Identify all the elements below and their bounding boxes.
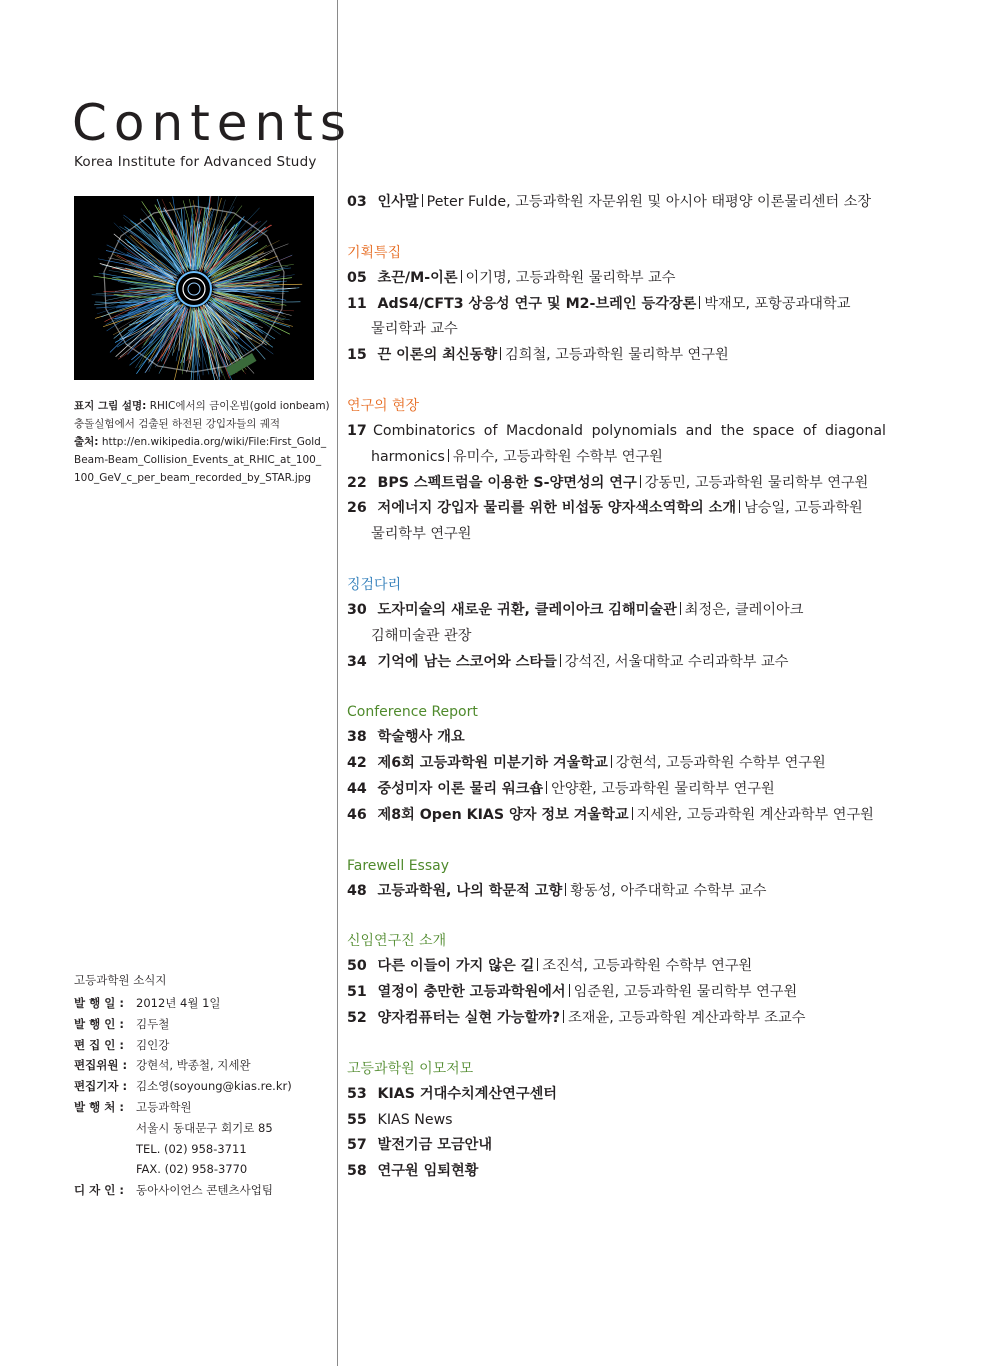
page-number: 48 <box>347 882 367 899</box>
separator <box>500 347 501 360</box>
masthead-row: 편집위원 : 강현석, 박종철, 지세완 <box>74 1058 251 1073</box>
page-number: 46 <box>347 806 367 823</box>
entry-title: 제8회 Open KIAS 양자 정보 겨울학교 <box>377 806 629 823</box>
entry-title: 초끈/M-이론 <box>377 269 458 286</box>
toc-entry[interactable] <box>347 879 892 905</box>
column-divider <box>337 0 338 1366</box>
masthead-title: 고등과학원 소식지 <box>74 973 167 987</box>
page-number: 26 <box>347 500 367 517</box>
toc-entry[interactable] <box>347 598 892 624</box>
page-number: 50 <box>347 958 367 975</box>
toc-entry[interactable] <box>347 954 892 980</box>
separator <box>680 602 681 615</box>
page-subtitle: Korea Institute for Advanced Study <box>74 154 317 170</box>
masthead-tel: TEL. (02) 958-3711 <box>136 1141 247 1156</box>
toc-entry[interactable] <box>347 419 892 445</box>
cover-caption <box>74 397 332 487</box>
section-heading: 신임연구진 소개 <box>347 933 447 950</box>
entry-author: 유미수, 고등과학원 수학부 연구원 <box>452 448 663 465</box>
toc-entry[interactable] <box>347 650 892 676</box>
page-number: 34 <box>347 653 367 670</box>
entry-title: 발전기금 모금안내 <box>377 1137 493 1154</box>
page-number: 38 <box>347 729 367 746</box>
entry-title: KIAS News <box>377 1111 453 1128</box>
separator <box>739 500 740 513</box>
entry-title: AdS4/CFT3 상응성 연구 및 M2-브레인 등각장론 <box>377 295 697 312</box>
toc-entry[interactable] <box>347 496 892 522</box>
entry-author-continued: 물리학과 교수 <box>371 321 458 338</box>
particle-collision-image <box>74 196 314 380</box>
entry-author-continued: 물리학부 연구원 <box>371 526 472 543</box>
page-number: 17 <box>347 422 367 439</box>
separator <box>569 984 570 997</box>
masthead-row: 발 행 인 : 김두철 <box>74 1016 170 1031</box>
entry-title: 열정이 충만한 고등과학원에서 <box>377 984 566 1001</box>
toc-entry[interactable] <box>347 1133 892 1159</box>
separator <box>461 270 462 283</box>
separator <box>422 194 423 207</box>
entry-title: 학술행사 개요 <box>377 729 465 746</box>
separator <box>563 1010 564 1023</box>
entry-title: 고등과학원, 나의 학문적 고향 <box>377 882 563 899</box>
inner-detector-ring <box>177 272 211 306</box>
toc-entry[interactable] <box>347 777 892 803</box>
entry-author: 지세완, 고등과학원 계산과학부 연구원 <box>636 806 874 823</box>
separator <box>448 449 449 462</box>
entry-author: 박재모, 포항공과대학교 <box>704 295 851 312</box>
source-url: 100_GeV_c_per_beam_recorded_by_STAR.jpg <box>74 472 312 484</box>
toc-entry[interactable] <box>347 266 892 292</box>
entry-title: 중성미자 이론 물리 워크숍 <box>377 780 544 797</box>
page-number: 58 <box>347 1163 367 1180</box>
toc-entry[interactable] <box>347 1082 892 1108</box>
toc-entry[interactable] <box>347 292 892 318</box>
toc-entry[interactable] <box>347 1159 892 1185</box>
page-number: 53 <box>347 1085 367 1102</box>
page-number: 05 <box>347 269 367 286</box>
page-number: 57 <box>347 1137 367 1154</box>
page-number: 52 <box>347 1009 367 1026</box>
entry-title: Combinatorics of Macdonald polynomials and the space of diagonal <box>373 422 886 439</box>
page-number: 42 <box>347 755 367 772</box>
entry-author: 임준원, 고등과학원 물리학부 연구원 <box>573 984 798 1001</box>
cover-image <box>74 196 314 380</box>
section-heading: 징검다리 <box>347 576 402 593</box>
page-number: 03 <box>347 194 367 210</box>
toc-entry[interactable] <box>347 725 892 751</box>
page-title: Contents <box>72 94 353 152</box>
toc-entry[interactable] <box>347 190 892 216</box>
page-number: 22 <box>347 474 367 491</box>
toc-entry[interactable] <box>347 1108 892 1134</box>
entry-author: 황동성, 아주대학교 수학부 교수 <box>570 882 767 899</box>
entry-title: BPS 스펙트럼을 이용한 S-양면성의 연구 <box>377 474 637 491</box>
page-number: 51 <box>347 984 367 1001</box>
toc-entry[interactable] <box>347 751 892 777</box>
entry-title: 연구원 임퇴현황 <box>377 1163 479 1180</box>
entry-title: 제6회 고등과학원 미분기하 겨울학교 <box>377 755 608 772</box>
entry-title: 저에너지 강입자 물리를 위한 비섭동 양자색소역학의 소개 <box>377 500 737 517</box>
page-number: 15 <box>347 347 367 364</box>
section-heading: 고등과학원 이모저모 <box>347 1060 474 1077</box>
entry-title: 인사말 <box>377 194 419 210</box>
entry-author: 남승일, 고등과학원 <box>744 500 863 517</box>
entry-author: 조재윤, 고등과학원 계산과학부 조교수 <box>568 1009 806 1026</box>
entry-author: 안양환, 고등과학원 물리학부 연구원 <box>551 780 775 797</box>
separator <box>699 296 700 309</box>
entry-author: 이기명, 고등과학원 물리학부 교수 <box>465 269 676 286</box>
entry-title: 도자미술의 새로운 귀환, 클레이아크 김해미술관 <box>377 601 677 618</box>
page-number: 55 <box>347 1111 367 1128</box>
entry-author: 강현석, 고등과학원 수학부 연구원 <box>615 755 826 772</box>
masthead-fax: FAX. (02) 958-3770 <box>136 1162 248 1177</box>
toc-entry[interactable] <box>347 343 892 369</box>
separator <box>546 781 547 794</box>
toc-entry[interactable] <box>347 1006 892 1032</box>
table-of-contents <box>347 190 892 1185</box>
separator <box>632 807 633 820</box>
masthead <box>74 971 334 1201</box>
separator <box>565 883 566 896</box>
entry-title: KIAS 거대수치계산연구센터 <box>377 1085 557 1102</box>
page-number: 44 <box>347 780 367 797</box>
toc-entry[interactable] <box>347 803 892 829</box>
entry-author: 강석진, 서울대학교 수리과학부 교수 <box>564 653 789 670</box>
entry-author-continued: 김해미술관 관장 <box>371 627 472 644</box>
entry-title: 다른 이들이 가지 않은 길 <box>377 958 535 975</box>
caption-label: 표지 그림 설명: <box>74 400 147 412</box>
section-heading: 기획특집 <box>347 244 402 261</box>
source-url: Beam-Beam_Collision_Events_at_RHIC_at_100_ <box>74 454 322 466</box>
source-label: 출처: <box>74 436 99 448</box>
toc-entry[interactable] <box>347 471 892 497</box>
separator <box>611 755 612 768</box>
caption-text: 충돌실험에서 검출된 하전된 강입자들의 궤적 <box>74 418 281 430</box>
section-heading: Conference Report <box>347 704 478 721</box>
caption-text: RHIC에서의 금이온빔(gold ionbeam) <box>146 400 330 412</box>
separator <box>640 475 641 488</box>
separator <box>560 654 561 667</box>
masthead-row: 편 집 인 : 김인강 <box>74 1037 170 1052</box>
page-number: 11 <box>347 295 367 312</box>
entry-title-continued: harmonics 유미수, 고등과학원 수학부 연구원 <box>371 448 663 465</box>
entry-title: 끈 이론의 최신동향 <box>377 347 498 364</box>
entry-title: 양자컴퓨터는 실현 가능할까? <box>377 1009 561 1026</box>
entry-author: 김희철, 고등과학원 물리학부 연구원 <box>505 347 729 364</box>
section-heading: Farewell Essay <box>347 857 449 874</box>
entry-author: 조진석, 고등과학원 수학부 연구원 <box>542 958 753 975</box>
entry-author: 강동민, 고등과학원 물리학부 연구원 <box>644 474 869 491</box>
masthead-row: 발 행 일 : 2012년 4월 1일 <box>74 996 221 1010</box>
entry-author: 최정은, 클레이아크 <box>684 601 804 618</box>
entry-title: 기억에 남는 스코어와 스타들 <box>377 653 557 670</box>
source-url: http://en.wikipedia.org/wiki/File:First_Gold_ <box>98 436 327 448</box>
entry-author: Peter Fulde, 고등과학원 자문위원 및 아시아 태평양 이론물리센터 소장 <box>426 194 872 210</box>
section-heading: 연구의 현장 <box>347 397 420 414</box>
separator <box>537 958 538 971</box>
masthead-row: 편집기자 : 김소영(soyoung@kias.re.kr) <box>74 1079 292 1094</box>
page-number: 30 <box>347 601 367 618</box>
masthead-row: 디 자 인 : 동아사이언스 콘텐츠사업팀 <box>74 1183 273 1198</box>
toc-entry[interactable] <box>347 980 892 1006</box>
masthead-address: 서울시 동대문구 회기로 85 <box>136 1120 273 1135</box>
masthead-row: 발 행 처 : 고등과학원 <box>74 1099 192 1114</box>
